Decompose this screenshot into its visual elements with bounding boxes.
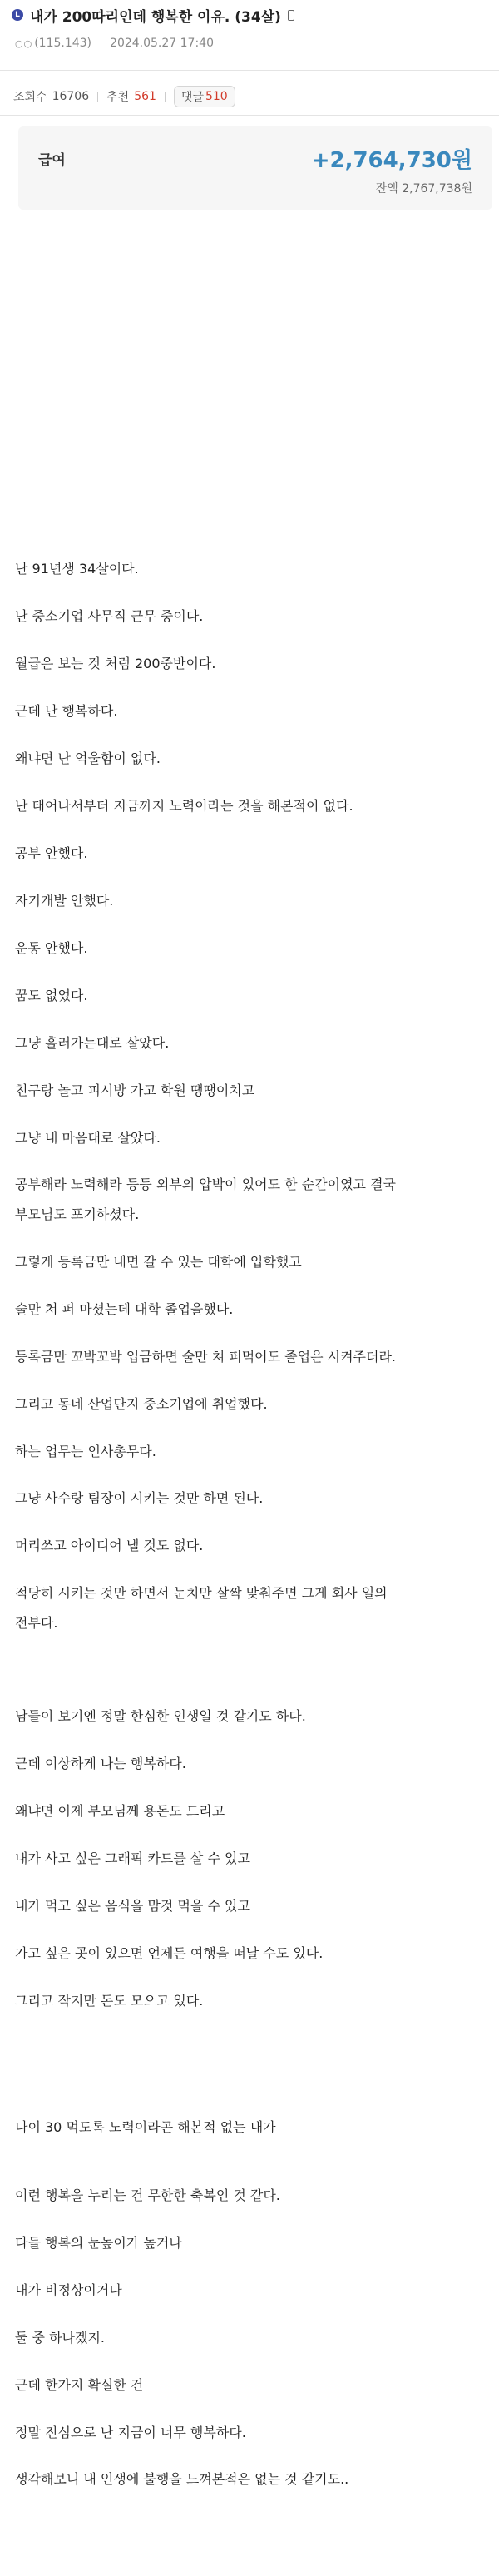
body-line: 왜냐면 난 억울함이 없다.: [15, 751, 161, 766]
post-header: [0, 0, 499, 67]
body-line: 근데 한가지 확실한 건: [15, 2377, 144, 2393]
body-line: 공부해라 노력해라 등등 외부의 압박이 있어도 한 순간이였고 결국: [15, 1177, 397, 1192]
gallery-logo-icon: L: [12, 9, 23, 21]
body-line: 월급은 보는 것 처럼 200중반이다.: [15, 656, 216, 671]
body-line: 전부다.: [15, 1615, 58, 1631]
body-line: 술만 쳐 퍼 마셨는데 대학 졸업을했다.: [15, 1301, 234, 1317]
comment-value: 510: [205, 90, 228, 103]
body-line: 나이 30 먹도록 노력이라곤 해본적 없는 내가: [15, 2119, 276, 2135]
body-line: 그리고 동네 산업단지 중소기업에 취업했다.: [15, 1396, 268, 1412]
recommend-label: 추천: [106, 91, 130, 104]
post-title-row: [12, 5, 294, 25]
comment-count-button[interactable]: [174, 86, 235, 107]
body-line: 하는 업무는 인사총무다.: [15, 1444, 156, 1459]
body-line: 공부 안했다.: [15, 845, 88, 861]
stats-divider: [0, 115, 499, 116]
body-line: 그냥 사수랑 팀장이 시키는 것만 하면 된다.: [15, 1490, 264, 1506]
recommend-value: 561: [134, 90, 156, 103]
body-line: 내가 비정상이거나: [15, 2282, 122, 2298]
body-line: 내가 사고 싶은 그래픽 카드를 살 수 있고: [15, 1850, 250, 1866]
salary-label: 급여: [38, 152, 66, 169]
body-line: 친구랑 놀고 피시방 가고 학원 땡땡이치고: [15, 1082, 255, 1098]
view-count-value: 16706: [52, 90, 90, 103]
body-line: 난 91년생 34살이다.: [15, 561, 139, 577]
post-stats: [13, 85, 235, 108]
comment-label: 댓글: [180, 91, 204, 104]
body-line: 꿈도 없었다.: [15, 988, 88, 1003]
salary-amount: +2,764,730원: [311, 148, 472, 173]
body-line: 그냥 내 마음대로 살았다.: [15, 1130, 161, 1146]
body-line: 다들 행복의 눈높이가 높거나: [15, 2235, 182, 2251]
body-line: 머리쓰고 아이디어 낼 것도 없다.: [15, 1538, 204, 1553]
header-divider: [0, 70, 499, 71]
body-line: 그냥 흘러가는대로 살았다.: [15, 1035, 170, 1051]
author-name[interactable]: ○○: [15, 37, 33, 49]
salary-balance: 잔액 2,767,738원: [375, 182, 472, 196]
body-line: 정말 진심으로 난 지금이 너무 행복하다.: [15, 2425, 246, 2440]
body-line: 그렇게 등록금만 내면 갈 수 있는 대학에 입학했고: [15, 1254, 302, 1270]
body-line: 난 태어나서부터 지금까지 노력이라는 것을 해본적이 없다.: [15, 798, 353, 814]
body-line: 남들이 보기엔 정말 한심한 인생일 것 같기도 하다.: [15, 1708, 306, 1724]
body-line: 근데 난 행복하다.: [15, 703, 118, 719]
stat-separator: [165, 92, 166, 102]
body-line: 이런 행복을 누리는 건 무한한 축복인 것 같다.: [15, 2187, 280, 2203]
salary-screenshot: [18, 126, 492, 210]
body-line: 등록금만 꼬박꼬박 입금하면 술만 쳐 퍼먹어도 졸업은 시켜주더라.: [15, 1349, 397, 1365]
body-line: 난 중소기업 사무직 근무 중이다.: [15, 608, 204, 624]
body-line: 둘 중 하나겠지.: [15, 2330, 105, 2346]
body-line: 내가 먹고 싶은 음식을 맘것 먹을 수 있고: [15, 1898, 250, 1914]
view-count: [13, 88, 89, 105]
recommend-count: [106, 88, 156, 105]
post-meta: [15, 37, 214, 50]
body-line: 부모님도 포기하셨다.: [15, 1206, 140, 1222]
body-line: 그리고 작지만 돈도 모으고 있다.: [15, 1993, 204, 2009]
body-line: 적당히 시키는 것만 하면서 눈치만 살짝 맞춰주면 그게 회사 일의: [15, 1585, 388, 1601]
body-line: 가고 싶은 곳이 있으면 언제든 여행을 떠날 수도 있다.: [15, 1945, 324, 1961]
post-title: 내가 200따리인데 행복한 이유. (34살): [30, 8, 281, 26]
body-line: 왜냐면 이제 부모님께 용돈도 드리고: [15, 1803, 225, 1819]
body-line: 자기개발 안했다.: [15, 893, 114, 909]
post-date: 2024.05.27 17:40: [110, 37, 214, 50]
body-line: 운동 안했다.: [15, 940, 88, 956]
author-ip: (115.143): [34, 37, 92, 50]
view-count-label: 조회수: [13, 91, 47, 104]
body-line: 생각해보니 내 인생에 불행을 느껴본적은 없는 것 같기도..: [15, 2471, 349, 2487]
mobile-icon: [288, 10, 294, 21]
body-line: 근데 이상하게 나는 행복하다.: [15, 1756, 186, 1771]
stat-separator: [97, 92, 98, 102]
